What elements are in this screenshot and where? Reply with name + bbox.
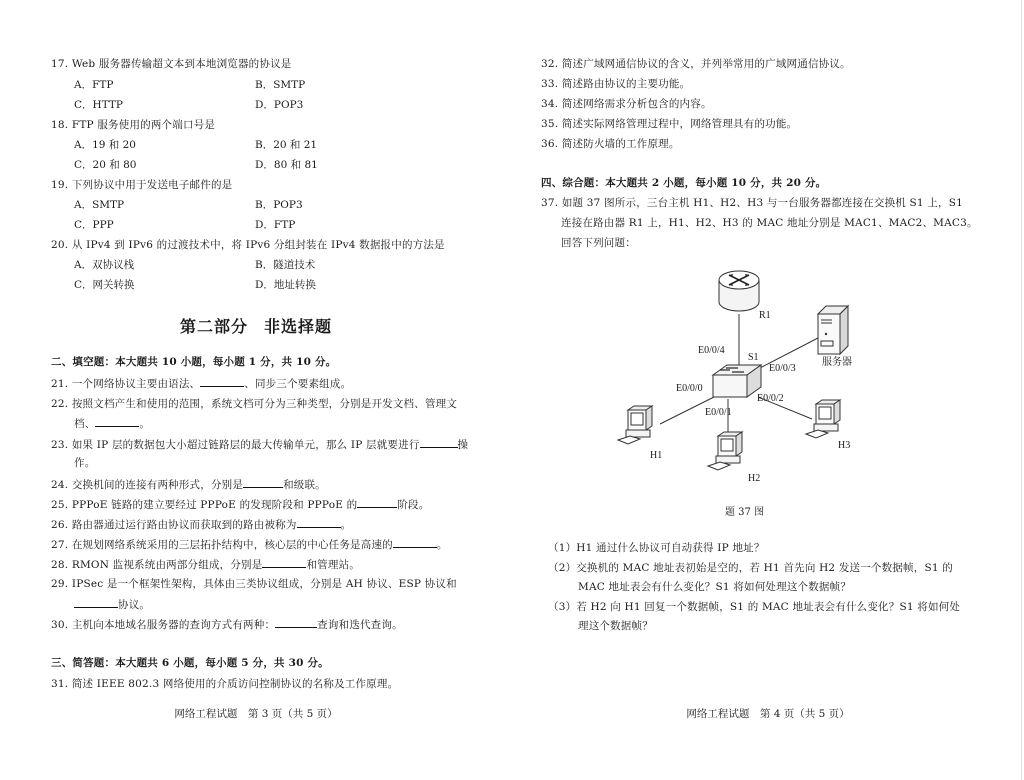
answer-blank: [357, 497, 397, 508]
question-text: 简述防火墙的工作原理。: [561, 138, 680, 150]
option-b: B．20 和 21: [255, 139, 318, 151]
question-29-cont: [74, 597, 150, 612]
option-a: A．19 和 20: [74, 139, 136, 151]
question-number: 35.: [541, 118, 559, 130]
question-text: 和管理站。: [306, 559, 360, 571]
section-2-header: 二、填空题：本大题共 10 小题，每小题 1 分，共 10 分。: [51, 356, 337, 368]
question-number: 24.: [51, 479, 69, 491]
part-name: 非选择题: [264, 317, 333, 336]
option-a: A．双协议栈: [74, 259, 135, 271]
network-topology-diagram: [600, 262, 880, 522]
question-23-cont: 作。: [74, 457, 96, 469]
answer-blank: [297, 517, 341, 528]
question-28: [51, 557, 360, 572]
option-a: A．SMTP: [74, 199, 125, 211]
port-label-h1: E0/0/0: [676, 383, 703, 394]
question-text: 。: [436, 539, 448, 551]
part-label: 第二部分: [179, 317, 248, 336]
question-36: [541, 137, 680, 151]
question-22-cont: [74, 416, 150, 431]
section-4-header: 四、综合题：本大题共 2 小题，每小题 10 分，共 20 分。: [541, 177, 827, 189]
question-text: IPSec 是一个框架性架构，具体由三类协议组成，分别是 AH 协议、ESP 协议和: [71, 578, 457, 590]
question-number: 23.: [51, 439, 69, 451]
router-label: R1: [759, 310, 771, 321]
option-c: C．PPP: [74, 219, 114, 231]
question-text: RMON 监视系统由两部分组成，分别是: [71, 559, 263, 571]
port-label-h2: E0/0/1: [705, 407, 732, 418]
question-22: [51, 397, 457, 411]
answer-blank: [393, 537, 437, 548]
question-32: [541, 57, 851, 71]
server-icon: [818, 306, 848, 354]
sub-question-2: （2）交换机的 MAC 地址表初始是空的，若 H1 首先向 H2 发送一个数据帧，S1 的: [548, 562, 953, 574]
question-text: 下列协议中用于发送电子邮件的是: [71, 179, 233, 191]
question-number: 30.: [51, 619, 69, 631]
question-number: 33.: [541, 78, 559, 90]
question-27: [51, 537, 448, 552]
switch-icon: [713, 365, 761, 397]
question-20: [51, 238, 445, 252]
figure-caption: 题 37 图: [725, 507, 765, 518]
option-d: D．地址转换: [255, 279, 316, 291]
option-c: C．20 和 80: [74, 159, 137, 171]
question-number: 22.: [51, 398, 69, 410]
question-23: [51, 437, 468, 452]
answer-blank: [262, 557, 306, 568]
question-number: 37.: [541, 197, 559, 209]
question-text: 简述实际网络管理过程中，网络管理具有的功能。: [561, 118, 798, 130]
answer-blank: [74, 597, 118, 608]
question-24: [51, 477, 326, 492]
question-text: 在规划网络系统采用的三层拓扑结构中，核心层的中心任务是高速的: [71, 539, 393, 551]
question-30: [51, 617, 403, 632]
question-21: [51, 376, 351, 391]
host-label-h3: H3: [838, 440, 851, 451]
question-text: 从 IPv4 到 IPv6 的过渡技术中，将 IPv6 分组封装在 IPv4 数据报中的方法是: [71, 239, 445, 251]
switch-label: S1: [748, 352, 759, 363]
option-d: D．FTP: [255, 219, 296, 231]
port-label-server: E0/0/3: [769, 363, 796, 374]
question-text: PPPoE 链路的建立要经过 PPPoE 的发现阶段和 PPPoE 的: [71, 499, 358, 511]
question-number: 27.: [51, 539, 69, 551]
sub-question-2-cont: MAC 地址表会有什么变化？S1 将如何处理这个数据帧？: [578, 581, 852, 593]
question-29: [51, 577, 457, 591]
host-h1-icon: [618, 406, 652, 444]
server-label: 服务器: [822, 357, 852, 368]
question-37-line-2: 连接在路由器 R1 上，H1、H2、H3 的 MAC 地址分别是 MAC1、MAC2、MAC3。: [561, 217, 978, 229]
question-35: [541, 117, 797, 131]
question-25: [51, 497, 429, 512]
option-b: B．SMTP: [255, 79, 306, 91]
answer-blank: [200, 376, 244, 387]
question-number: 29.: [51, 578, 69, 590]
question-text: 档、: [74, 418, 96, 430]
answer-blank: [420, 437, 458, 448]
question-text: 如题 37 图所示，三台主机 H1、H2、H3 与一台服务器都连接在交换机 S1 上，S1: [561, 197, 964, 209]
question-text: Web 服务器传输超文本到本地浏览器的协议是: [71, 58, 292, 70]
question-17: [51, 57, 291, 71]
question-26: [51, 517, 351, 532]
question-37: [541, 196, 963, 210]
question-text: 。: [139, 418, 151, 430]
option-c: C．HTTP: [74, 99, 123, 111]
answer-blank: [95, 416, 139, 427]
question-number: 21.: [51, 378, 69, 390]
question-text: 简述广域网通信协议的含义，并列举常用的广域网通信协议。: [561, 58, 851, 70]
question-number: 32.: [541, 58, 559, 70]
question-text: 简述 IEEE 802.3 网络使用的介质访问控制协议的名称及工作原理。: [71, 678, 399, 690]
router-icon: [719, 271, 759, 311]
question-37-line-3: 回答下列问题：: [561, 237, 636, 249]
option-c: C．网关转换: [74, 279, 135, 291]
option-d: D．80 和 81: [255, 159, 318, 171]
question-text: FTP 服务使用的两个端口号是: [71, 119, 216, 131]
question-number: 25.: [51, 499, 69, 511]
question-number: 36.: [541, 138, 559, 150]
option-d: D．POP3: [255, 99, 304, 111]
question-18: [51, 118, 215, 132]
option-a: A．FTP: [74, 79, 114, 91]
question-number: 31.: [51, 678, 69, 690]
question-text: 操: [457, 439, 469, 451]
question-31: [51, 677, 398, 691]
question-text: 协议。: [118, 599, 151, 611]
question-text: 查询和迭代查询。: [317, 619, 403, 631]
question-number: 26.: [51, 519, 69, 531]
question-text: 如果 IP 层的数据包大小超过链路层的最大传输单元，那么 IP 层就要进行: [71, 439, 420, 451]
question-number: 17.: [51, 58, 69, 70]
question-number: 28.: [51, 559, 69, 571]
question-text: 按照文档产生和使用的范围，系统文档可分为三种类型，分别是开发文档、管理文: [71, 398, 458, 410]
question-text: 和级联。: [283, 479, 326, 491]
option-b: B．隧道技术: [255, 259, 316, 271]
sub-question-1: （1）H1 通过什么协议可自动获得 IP 地址？: [548, 542, 765, 554]
question-34: [541, 97, 712, 111]
question-text: 交换机间的连接有两种形式，分别是: [71, 479, 244, 491]
question-text: 阶段。: [397, 499, 430, 511]
sub-question-3: （3）若 H2 向 H1 回复一个数据帧，S1 的 MAC 地址表会有什么变化？S1 将如何处: [548, 601, 961, 613]
option-b: B．POP3: [255, 199, 303, 211]
topology-svg: [600, 262, 880, 522]
question-number: 19.: [51, 179, 69, 191]
question-text: 、同步三个要素组成。: [244, 378, 352, 390]
port-label-h3: E0/0/2: [757, 393, 784, 404]
question-number: 34.: [541, 98, 559, 110]
page-footer: 网络工程试题 第 3 页（共 5 页）: [174, 708, 338, 720]
port-label-r1: E0/0/4: [698, 345, 725, 356]
host-h2-icon: [708, 432, 742, 470]
section-3-header: 三、简答题：本大题共 6 小题，每小题 5 分，共 30 分。: [51, 657, 329, 669]
page-footer: 网络工程试题 第 4 页（共 5 页）: [686, 708, 850, 720]
question-text: 。: [340, 519, 352, 531]
question-number: 18.: [51, 119, 69, 131]
answer-blank: [243, 477, 283, 488]
answer-blank: [275, 617, 317, 628]
question-text: 简述网络需求分析包含的内容。: [561, 98, 712, 110]
host-label-h2: H2: [748, 473, 761, 484]
sub-question-3-cont: 理这个数据帧？: [578, 620, 653, 632]
question-19: [51, 178, 232, 192]
question-number: 20.: [51, 239, 69, 251]
host-label-h1: H1: [650, 450, 663, 461]
question-text: 主机向本地域名服务器的查询方式有两种：: [71, 619, 276, 631]
question-33: [541, 77, 690, 91]
part-title: [0, 314, 512, 337]
question-text: 一个网络协议主要由语法、: [71, 378, 201, 390]
question-text: 简述路由协议的主要功能。: [561, 78, 691, 90]
question-text: 路由器通过运行路由协议而获取到的路由被称为: [71, 519, 297, 531]
